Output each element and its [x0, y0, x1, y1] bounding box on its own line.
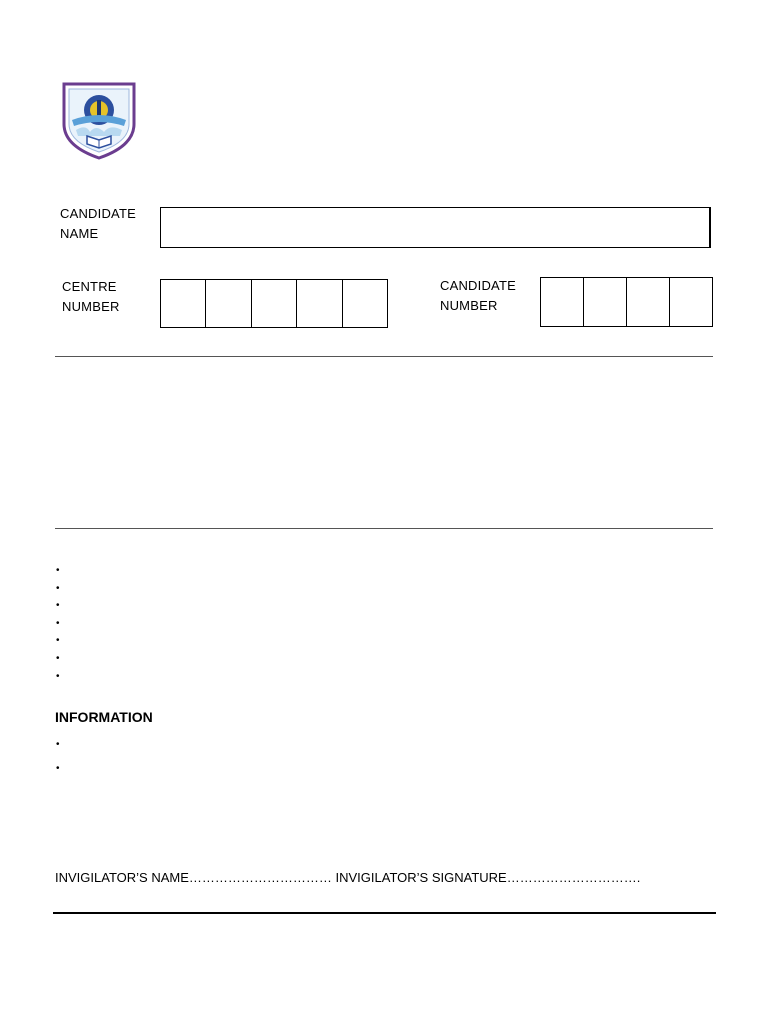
instruction-bullet: • — [56, 600, 60, 611]
centre-number-boxes — [160, 279, 388, 328]
information-bullet: • — [56, 739, 60, 750]
divider-top — [55, 356, 713, 357]
information-heading: INFORMATION — [55, 709, 153, 725]
candidate-number-boxes — [540, 277, 713, 327]
instruction-bullet: • — [56, 583, 60, 594]
centre-number-digit-box[interactable] — [343, 280, 387, 327]
candidate-name-field[interactable] — [160, 207, 711, 248]
candidate-number-digit-box[interactable] — [627, 278, 670, 326]
centre-number-label: CENTRE NUMBER — [62, 279, 120, 314]
invigilator-signature-label: INVIGILATOR’S SIGNATURE — [335, 870, 507, 885]
instruction-bullet: • — [56, 671, 60, 682]
instruction-bullet: • — [56, 565, 60, 576]
instruction-bullet: • — [56, 635, 60, 646]
information-bullet: • — [56, 763, 60, 774]
centre-number-digit-box[interactable] — [206, 280, 251, 327]
divider-bottom — [53, 912, 716, 914]
centre-number-digit-box[interactable] — [161, 280, 206, 327]
candidate-number-digit-box[interactable] — [584, 278, 627, 326]
invigilator-signature-field[interactable]: …………………………. — [506, 870, 641, 885]
invigilator-line — [55, 869, 640, 887]
school-crest-icon — [60, 80, 138, 160]
instruction-bullet: • — [56, 653, 60, 664]
candidate-number-digit-box[interactable] — [541, 278, 584, 326]
candidate-number-digit-box[interactable] — [670, 278, 712, 326]
candidate-name-label: CANDIDATE NAME — [60, 206, 136, 241]
invigilator-name-label: INVIGILATOR’S NAME — [55, 870, 189, 885]
candidate-number-label: CANDIDATE NUMBER — [440, 278, 516, 313]
centre-number-digit-box[interactable] — [297, 280, 342, 327]
invigilator-name-field[interactable]: …………………………… — [188, 870, 332, 885]
centre-number-digit-box[interactable] — [252, 280, 297, 327]
divider-middle — [55, 528, 713, 529]
instruction-bullet: • — [56, 618, 60, 629]
